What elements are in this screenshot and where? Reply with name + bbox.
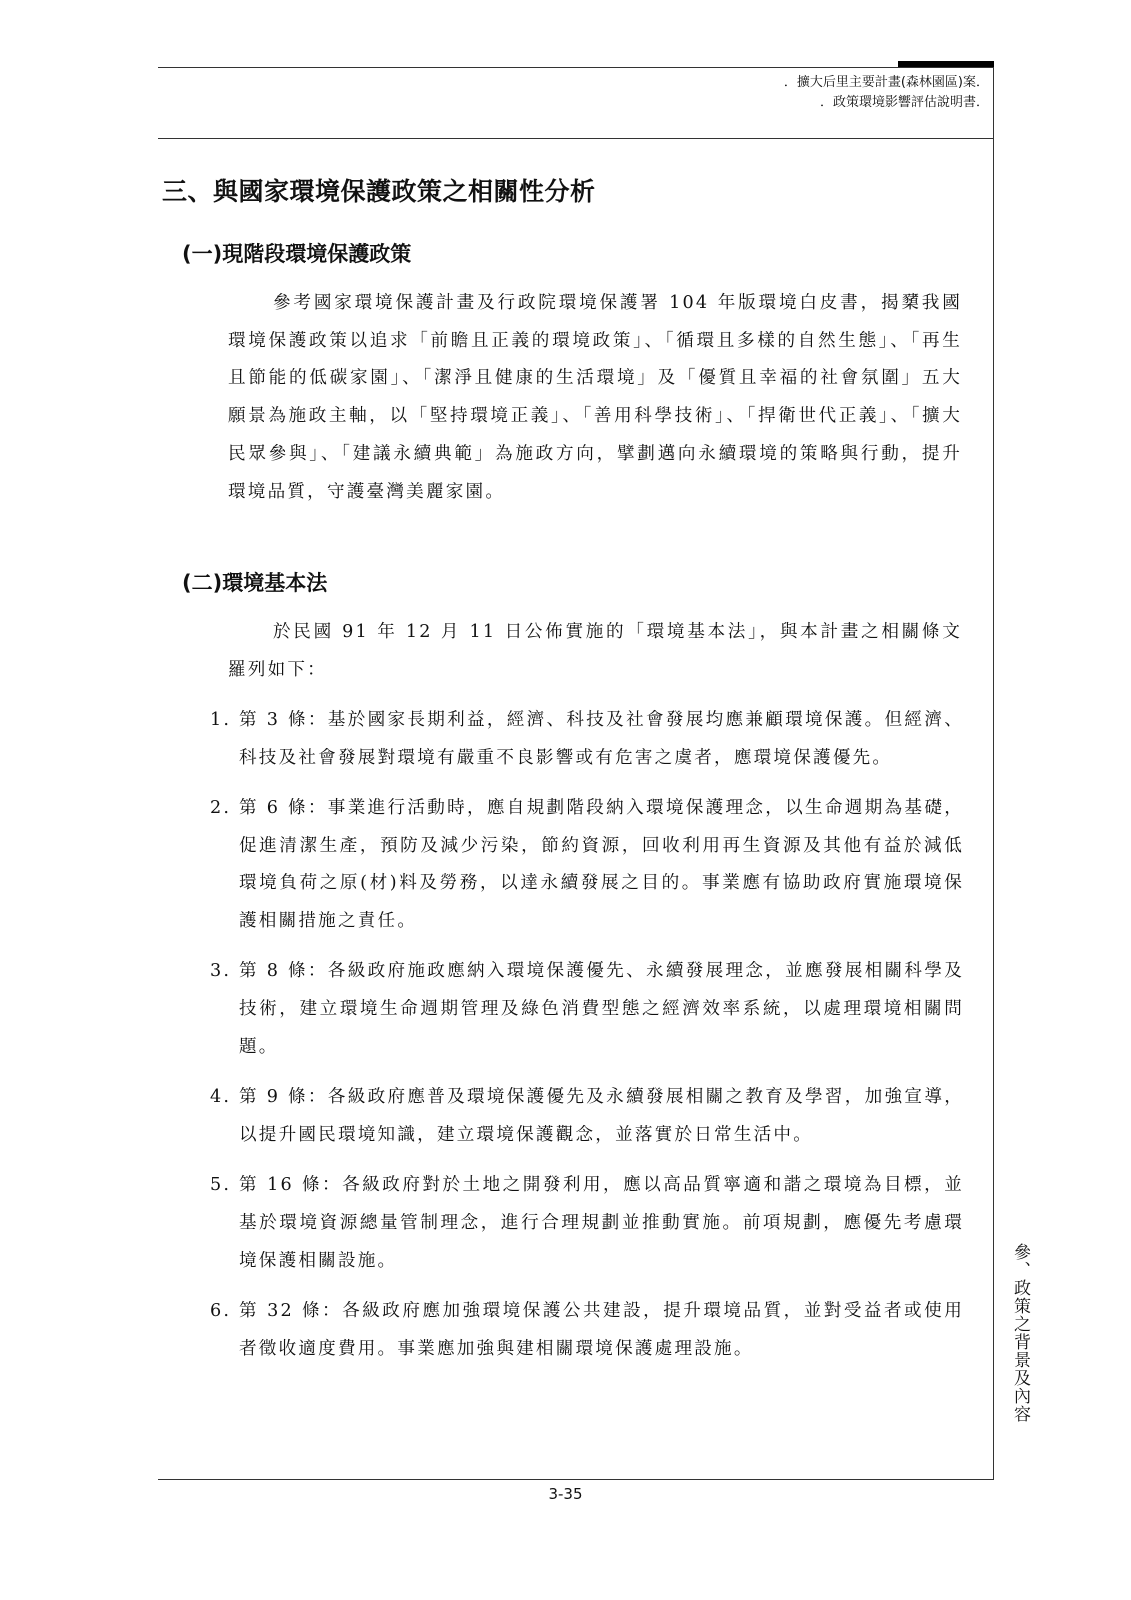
header-line-1: ．擴大后里主要計畫(森林園區)案． xyxy=(783,75,989,90)
law-article-item xyxy=(200,953,964,1066)
law-article-list xyxy=(200,702,964,1381)
item-number: 5. xyxy=(210,1175,232,1196)
law-article-item xyxy=(200,1079,964,1154)
page-number: 3-35 xyxy=(548,1485,583,1503)
section-title: 三、與國家環境保護政策之相關性分析 xyxy=(162,177,596,206)
subsection-1-body: 參考國家環境保護計畫及行政院環境保護署 104 年版環境白皮書，揭櫫我國環境保護政策以追求「前瞻且正義的環境政策」、「循環且多樣的自然生態」、「再生且節能的低碳家園」、「潔淨且健康的生活環境」及「優質且幸福的社會氛圍」五大願景為施政主軸，以「堅持環境正義」、「善用科學技術」、「捍衛世代正義」、「擴大民眾參與」、「建議永續典範」為施政方向，擘劃邁向永續環境的策略與行動，提升環境品質，守護臺灣美麗家園。 xyxy=(228,293,962,502)
subsection-1-title: (一)現階段環境保護政策 xyxy=(182,242,412,266)
item-number: 4. xyxy=(210,1087,232,1108)
right-margin-rule xyxy=(993,67,994,1480)
running-header xyxy=(784,73,989,113)
header-rule xyxy=(158,67,994,68)
law-article-item xyxy=(200,702,964,777)
item-text: 第 6 條：事業進行活動時，應自規劃階段納入環境保護理念，以生命週期為基礎，促進清潔生產，預防及減少污染，節約資源，回收利用再生資源及其他有益於減低環境負荷之原(材)料及勞務，以達永續發展之目的。事業應有協助政府實施環境保護相關措施之責任。 xyxy=(239,798,964,932)
law-article-item xyxy=(200,790,964,941)
item-text: 第 32 條：各級政府應加強環境保護公共建設，提升環境品質，並對受益者或使用者徵收適度費用。事業應加強與建相關環境保護處理設施。 xyxy=(239,1300,964,1359)
law-article-item xyxy=(200,1293,964,1368)
item-number: 6. xyxy=(210,1300,232,1321)
item-number: 3. xyxy=(210,961,232,982)
header-bottom-rule xyxy=(158,138,994,139)
header-line-2: ．政策環境影響評估說明書． xyxy=(819,95,989,110)
subsection-2-intro: 於民國 91 年 12 月 11 日公佈實施的「環境基本法」，與本計畫之相關條文羅列如下： xyxy=(228,622,962,680)
item-text: 第 3 條：基於國家長期利益，經濟、科技及社會發展均應兼顧環境保護。但經濟、科技及社會發展對環境有嚴重不良影響或有危害之虞者，應環境保護優先。 xyxy=(239,710,964,768)
law-article-item xyxy=(200,1167,964,1280)
item-number: 1. xyxy=(210,710,232,730)
subsection-2-title: (二)環境基本法 xyxy=(182,571,328,595)
item-text: 第 16 條：各級政府對於土地之開發利用，應以高品質寧適和諧之環境為目標，並基於環境資源總量管制理念，進行合理規劃並推動實施。前項規劃，應優先考慮環境保護相關設施。 xyxy=(239,1175,964,1271)
footer-rule xyxy=(158,1479,994,1480)
item-text: 第 9 條：各級政府應普及環境保護優先及永續發展相關之教育及學習，加強宣導，以提升國民環境知識，建立環境保護觀念，並落實於日常生活中。 xyxy=(239,1087,964,1145)
item-number: 2. xyxy=(210,798,232,818)
item-text: 第 8 條：各級政府施政應納入環境保護優先、永續發展理念，並應發展相關科學及技術，建立環境生命週期管理及綠色消費型態之經濟效率系統，以處理環境相關問題。 xyxy=(239,961,964,1057)
chapter-tab: 參、政策之背景及內容 xyxy=(1010,1243,1030,1423)
